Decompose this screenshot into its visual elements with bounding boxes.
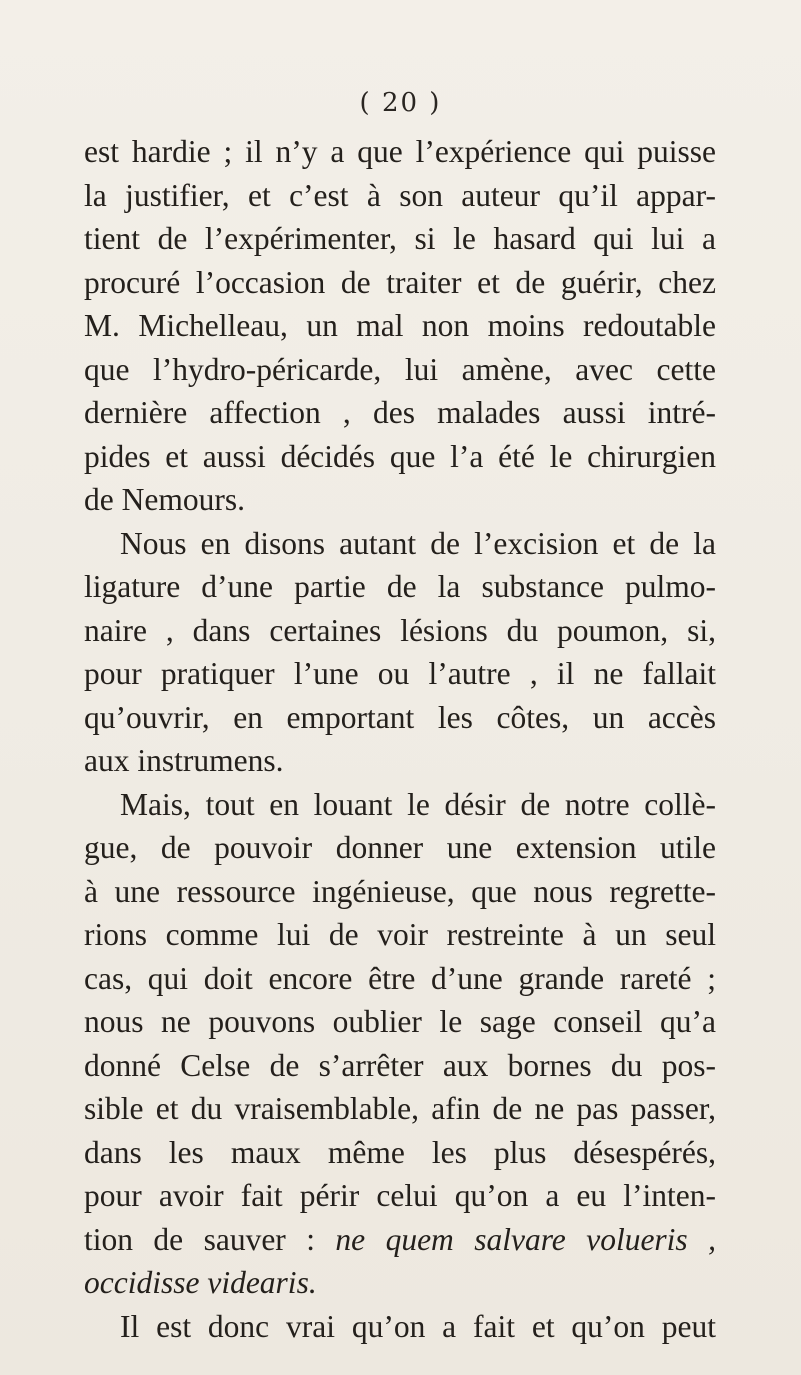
- text-line: la justifier, et c’est à son auteur qu’il appar-: [84, 177, 716, 213]
- text-line: naire , dans certaines lésions du poumon, si,: [84, 612, 716, 648]
- italic-quote: ne quem salvare volueris ,: [335, 1221, 716, 1257]
- text-line: ligature d’une partie de la substance pulmo-: [84, 569, 716, 604]
- text-line: est hardie ; il n’y a que l’expérience qui puisse: [84, 134, 716, 169]
- text-line: qu’ouvrir, en emportant les côtes, un accès: [84, 699, 716, 735]
- text-line: Nous en disons autant de l’excision et de la: [120, 525, 716, 561]
- text-line: procuré l’occasion de traiter et de guérir, chez: [84, 264, 716, 300]
- text-line: de Nemours.: [84, 482, 245, 517]
- text-line: nous ne pouvons oublier le sage conseil qu’a: [84, 1004, 716, 1039]
- text-line: que l’hydro-péricarde, lui amène, avec cette: [84, 351, 716, 387]
- text-line: à une ressource ingénieuse, que nous regrette-: [84, 873, 716, 909]
- text-line: pour pratiquer l’une ou l’autre , il ne fallait: [84, 656, 716, 691]
- text-line: sible et du vraisemblable, afin de ne pas passer,: [84, 1091, 716, 1126]
- text-line: gue, de pouvoir donner une extension utile: [84, 830, 716, 865]
- text-line: aux instrumens.: [84, 743, 284, 778]
- text-line: tient de l’expérimenter, si le hasard qui lui a: [84, 221, 716, 256]
- text-line: dans les maux même les plus désespérés,: [84, 1134, 716, 1170]
- text-span: tion de sauver :: [84, 1221, 336, 1257]
- text-line: dernière affection , des malades aussi intré-: [84, 395, 716, 430]
- page-number: ( 20 ): [359, 88, 442, 118]
- body-text: [84, 130, 716, 1348]
- text-line: pour avoir fait périr celui qu’on a eu l’inten-: [84, 1178, 716, 1213]
- text-line-latin-2: [84, 1261, 716, 1305]
- text-line: donné Celse de s’arrêter aux bornes du pos-: [84, 1047, 716, 1083]
- text-line: Il est donc vrai qu’on a fait et qu’on peut: [120, 1308, 716, 1344]
- text-line: Mais, tout en louant le désir de notre collè-: [120, 786, 716, 822]
- text-line: M. Michelleau, un mal non moins redoutable: [84, 308, 716, 343]
- text-line: pides et aussi décidés que l’a été le chirurgien: [84, 438, 716, 474]
- text-line-latin: [84, 1218, 716, 1262]
- text-line: rions comme lui de voir restreinte à un seul: [84, 917, 716, 952]
- text-line: cas, qui doit encore être d’une grande rareté ;: [84, 960, 716, 996]
- italic-quote: occidisse videaris.: [84, 1265, 317, 1300]
